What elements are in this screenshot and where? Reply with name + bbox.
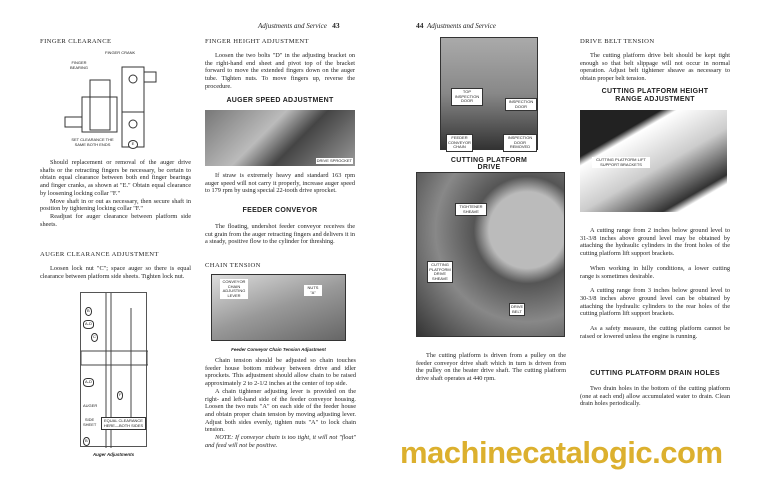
auger-adjustments-diagram (80, 292, 147, 447)
section-heading: CHAIN TENSION (205, 262, 261, 269)
header-title: Adjustments and Service (427, 22, 496, 30)
section-heading: FEEDER CONVEYOR (242, 207, 318, 214)
paragraph: If straw is extremely heavy and standard 163 rpm auger speed will not carry it properly, increase auger speed to 179 rpm by using special 22-tooth drive sprocket. (205, 172, 355, 195)
diagram-label: SET CLEARANCE THE SAME BOTH ENDS (71, 137, 114, 147)
note: NOTE: If conveyor chain is too tight, it will not "float" and feed will not be positive. (205, 434, 356, 449)
paragraph: Loosen the two bolts "D" in the adjusting bracket on the right-hand end sheet and pivot top of the bracket forward to move the extended fingers down on the auger tube. Tighten nuts. To move fingers up, reverse the procedure. (205, 52, 355, 90)
finger-clearance-text (40, 159, 191, 228)
photo-label: DRIVE SPROCKET (316, 157, 352, 163)
section-heading: AUGER CLEARANCE ADJUSTMENT (40, 251, 159, 258)
photo-label: TIGHTENER SHEAVE (455, 203, 487, 216)
diagram-label: E (128, 140, 138, 149)
height-range-text (580, 227, 730, 340)
drive-sheave-photo (416, 172, 565, 337)
photo-label: INSPECTION DOOR REMOVED (503, 134, 537, 152)
diagram-label: SIDE SHEET (83, 417, 97, 427)
diagram-label: EQUAL CLEARANCE HERE—BOTH SIDES (101, 417, 146, 430)
photo-label: DRIVE BELT (509, 303, 525, 316)
section-heading: CUTTING PLATFORM HEIGHT RANGE ADJUSTMENT (601, 88, 709, 103)
photo-label: CONVEYOR CHAIN ADJUSTING LEVER (220, 279, 248, 299)
section-heading: CUTTING PLATFORM DRAIN HOLES (590, 370, 720, 377)
photo-label: NUTS "A" (304, 285, 322, 296)
paragraph: Should replacement or removal of the auger drive shafts or the retracting fingers be necessary, be certain to obtain equal clearance between both end finger bearings and finger cranks, as shown at "E." Obtain equal clearance by loosening locking collar "F." (40, 159, 191, 197)
photo-label: TOP INSPECTION DOOR (451, 88, 483, 106)
paragraph: A chain tightener adjusting lever is provided on the right- and left-hand side of the feeder conveyor housing. Loosen the two nuts "A" on each side of the feeder house and obtain proper chain tension by moving adjusting lever. Adjust both sides evenly, tighten nuts "A" to lock chain tension. (205, 387, 356, 434)
diagram-label: B (83, 437, 90, 446)
paragraph: Chain tension should be adjusted so chain touches feeder house bottom midway between drive and idler sprockets. This adjustment should allow chain to be raised approximately 2 to 2-1/2 inches at the center of top side. (205, 357, 356, 388)
chain-tension-photo (211, 274, 346, 341)
diagram-label: A-D (83, 320, 94, 329)
diagram-label: FINGER BEARING (67, 60, 91, 71)
finger-clearance-diagram (62, 52, 157, 150)
photo-label: FEEDER CONVEYOR CHAIN (446, 134, 473, 152)
section-heading: DRIVE BELT TENSION (580, 38, 655, 45)
diagram-label: B (85, 307, 92, 316)
paragraph: A cutting range from 3 inches below ground level to 30-3/8 inches above ground level can be obtained by attaching the hydraulic cylinders to the rear holes of the cutting platform lift support brackets. (580, 287, 730, 318)
section-heading: CUTTING PLATFORM DRIVE (450, 157, 528, 171)
section-heading: FINGER HEIGHT ADJUSTMENT (205, 38, 309, 45)
paragraph: Loosen lock nut "C"; space auger so there is equal clearance between platform side sheets. Tighten lock nut. (40, 265, 191, 280)
watermark: machinecatalogic.com (400, 435, 723, 470)
auger-speed-photo (205, 110, 355, 166)
photo-label: INSPECTION DOOR (505, 98, 537, 111)
paragraph: The floating, undershot feeder conveyor receives the cut grain from the auger retracting fingers and delivers it in a steady, positive flow to the cylinder for threshing. (205, 223, 355, 246)
header-title: Adjustments and Service (258, 22, 327, 30)
paragraph: The cutting platform drive belt should be kept tight enough so that belt slippage will not occur in normal operation. Adjust belt tightener sheave as necessary to obtain proper belt tension. (580, 52, 730, 83)
diagram-label: F (117, 391, 123, 400)
paragraph: As a safety measure, the cutting platform cannot be raised or lowered unless the engine is running. (580, 325, 730, 340)
page-number: 44 (416, 21, 424, 30)
diagram-label: AUGER (83, 403, 98, 408)
lift-brackets-photo (580, 110, 727, 212)
page-header (258, 21, 340, 30)
photo-label: CUTTING PLATFORM LIFT SUPPORT BRACKETS (592, 157, 650, 168)
chain-tension-text (205, 357, 356, 449)
paragraph: Readjust for auger clearance between platform side sheets. (40, 212, 191, 228)
diagram-label: C (91, 333, 98, 342)
page-number: 43 (332, 21, 340, 30)
platform-drive-photo (440, 37, 538, 150)
page-header (416, 21, 496, 30)
paragraph: When working in hilly conditions, a lower cutting range is sometimes desirable. (580, 264, 730, 280)
diagram-label: FINGER CRANK (105, 50, 136, 55)
paragraph: Move shaft in or out as necessary, then secure shaft in position by tightening locking collar "F." (40, 197, 191, 213)
figure-caption: Auger Adjustments (92, 452, 135, 457)
paragraph: Two drain holes in the bottom of the cutting platform (one at each end) allow accumulated water to drain. Clean drain holes periodically. (580, 385, 730, 408)
figure-caption: Feeder Conveyor Chain Tension Adjustment (231, 347, 326, 352)
paragraph: A cutting range from 2 inches below ground level to 31-3/8 inches above ground level may be obtained by attaching the hydraulic cylinders in the front holes of the cutting platform lift support brackets. (580, 227, 730, 258)
photo-label: CUTTING PLATFORM DRIVE SHEAVE (427, 261, 453, 283)
section-heading: FINGER CLEARANCE (40, 38, 112, 45)
section-heading: AUGER SPEED ADJUSTMENT (226, 97, 334, 104)
paragraph: The cutting platform is driven from a pulley on the feeder conveyor drive shaft which in turn is driven from the pulley on the beater drive shaft. The cutting platform drive shaft operates at 440 rpm. (416, 352, 566, 383)
diagram-label: A-D (83, 378, 94, 387)
